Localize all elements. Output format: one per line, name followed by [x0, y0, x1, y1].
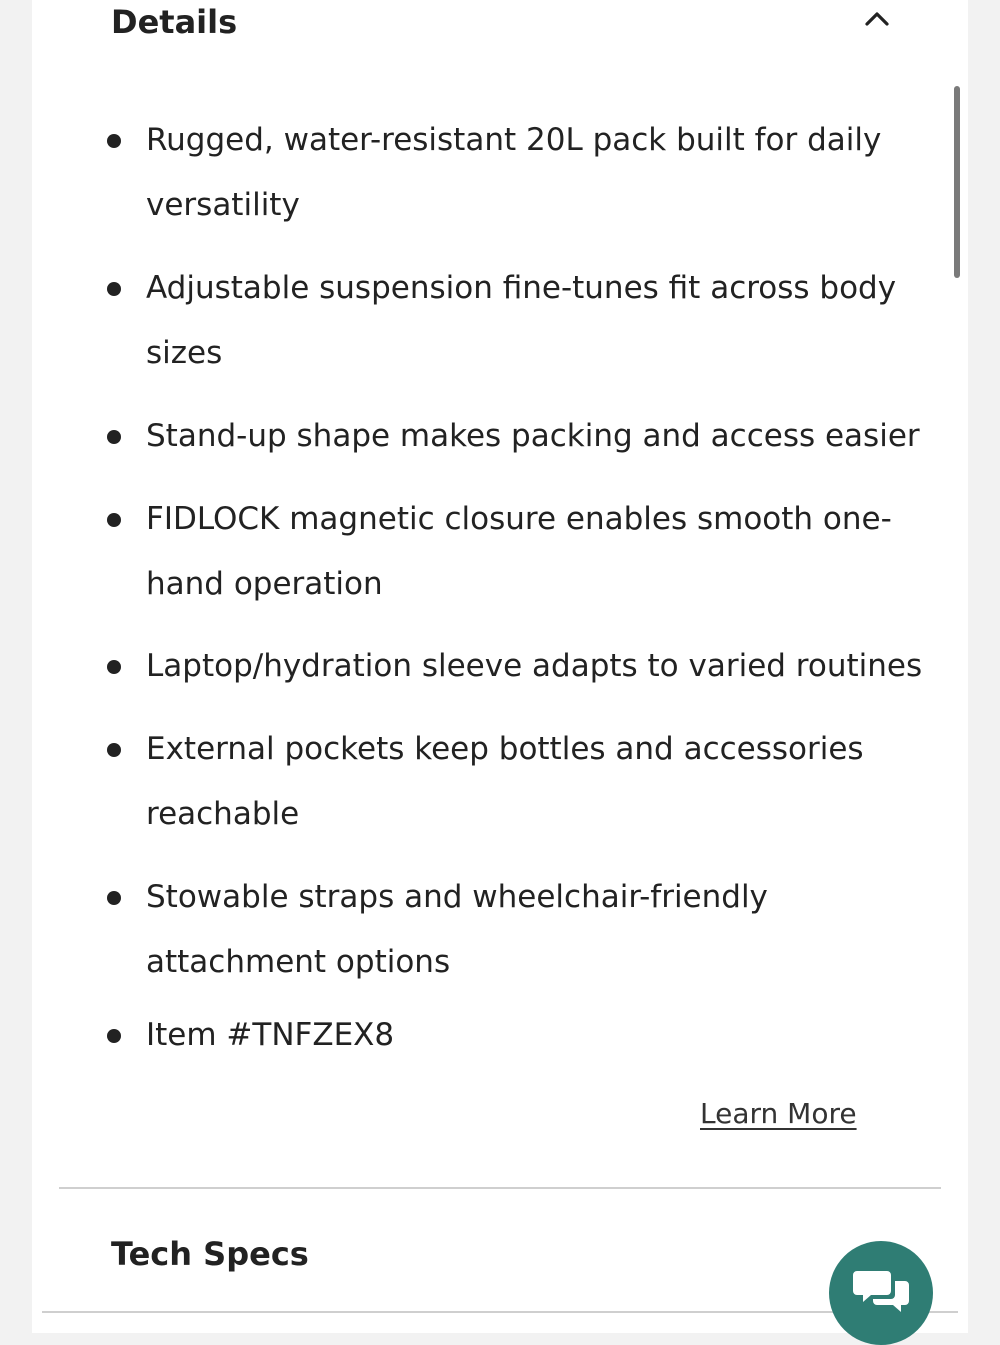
bullet-icon	[107, 430, 121, 444]
list-item: FIDLOCK magnetic closure enables smooth one- hand operation	[146, 501, 892, 602]
details-list	[32, 0, 968, 1100]
details-title: Details	[111, 3, 238, 41]
bullet-icon	[107, 891, 121, 905]
bullet-icon	[107, 743, 121, 757]
list-item: Item #TNFZEX8	[146, 1017, 395, 1053]
chat-button[interactable]	[829, 1241, 933, 1345]
bullet-icon	[107, 513, 121, 527]
product-details-panel	[32, 0, 968, 1333]
bullet-icon	[107, 282, 121, 296]
list-item: Adjustable suspension fine-tunes fit across body sizes	[146, 270, 897, 371]
bullet-icon	[107, 660, 121, 674]
bullet-icon	[107, 1029, 121, 1043]
list-item: Stand-up shape makes packing and access easier	[146, 418, 920, 454]
tech-specs-header[interactable]: Tech Specs	[111, 1235, 309, 1273]
list-item: Laptop/hydration sleeve adapts to varied routines	[146, 648, 923, 684]
chat-bubbles-icon	[853, 1267, 911, 1317]
list-item: External pockets keep bottles and accessories reachable	[146, 731, 864, 832]
learn-more-link[interactable]: Learn More	[700, 1097, 857, 1130]
list-item: Stowable straps and wheelchair-friendly attachment options	[146, 879, 768, 980]
section-divider	[42, 1311, 958, 1313]
list-item: Rugged, water-resistant 20L pack built for daily versatility	[146, 122, 882, 223]
section-divider	[59, 1187, 941, 1189]
bullet-icon	[107, 134, 121, 148]
